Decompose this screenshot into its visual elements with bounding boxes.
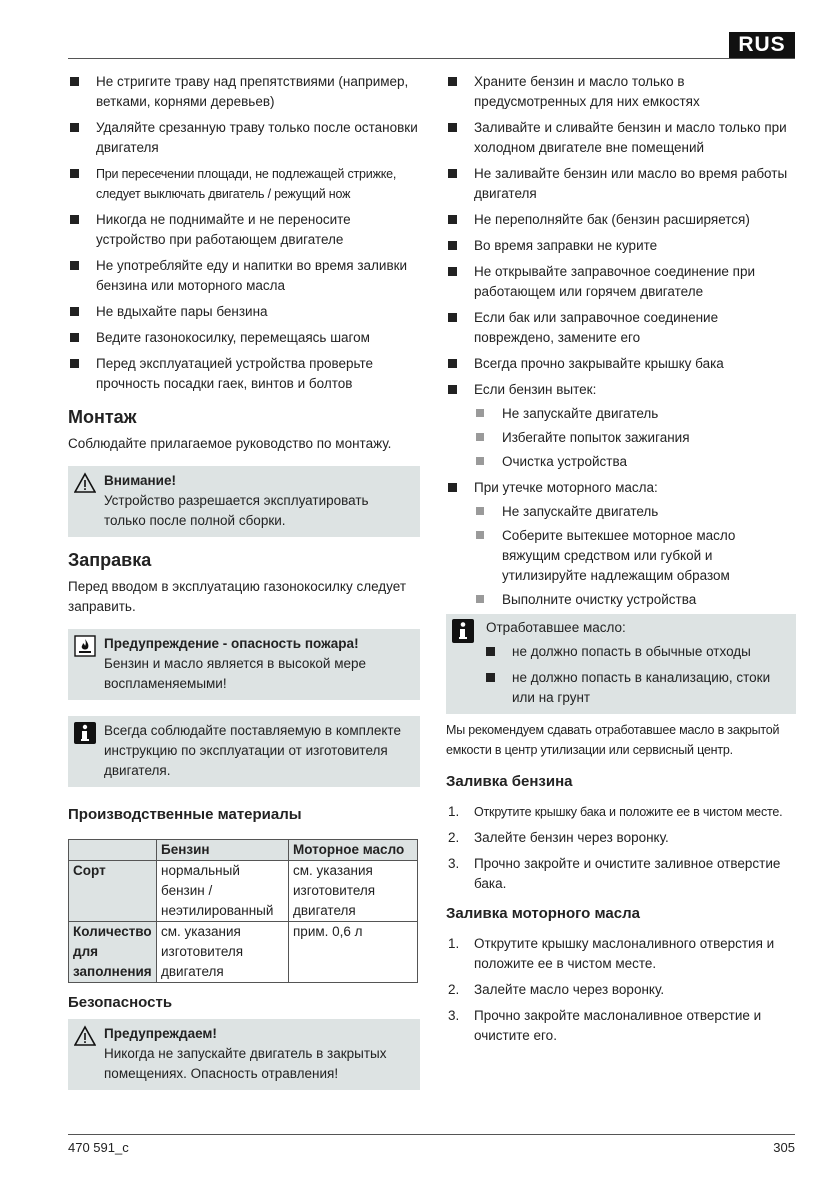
list-item: Храните бензин и масло только в предусмотренных для них емкостях bbox=[446, 72, 796, 112]
table-row bbox=[69, 861, 418, 922]
engine-info-text: Всегда соблюдайте поставляемую в комплекте инструкцию по эксплуатации от изготовителя двигателя. bbox=[104, 723, 401, 778]
list-item: 3. Прочно закройте и очистите заливное отверстие бака. bbox=[448, 856, 781, 891]
warning-text: Устройство разрешается эксплуатировать только после полной сборки. bbox=[104, 493, 369, 528]
petrol-leak-sublist bbox=[474, 404, 796, 472]
table-cell: нормальный бензин / неэтилированный bbox=[157, 861, 289, 922]
list-item: Всегда прочно закрывайте крышку бака bbox=[446, 354, 796, 374]
waste-oil-list bbox=[454, 642, 788, 708]
sub-list-item: Не запускайте двигатель bbox=[474, 502, 796, 522]
waste-oil-note: Мы рекомендуем сдавать отработавшее масло в закрытой емкости в центр утилизации или сервисный центр. bbox=[446, 723, 780, 757]
list-item: Если бак или заправочное соединение повреждено, замените его bbox=[446, 308, 796, 348]
section-title-petrol-fill: Заливка бензина bbox=[446, 773, 573, 790]
list-item: 3. Прочно закройте маслоналивное отверстие и очистите его. bbox=[448, 1008, 762, 1043]
sub-list-item: Не запускайте двигатель bbox=[474, 404, 796, 424]
safety-bullet-list bbox=[68, 72, 420, 394]
fire-warning-box bbox=[68, 629, 420, 700]
fire-hazard-icon bbox=[74, 635, 96, 657]
table-cell: прим. 0,6 л bbox=[289, 922, 418, 983]
list-item: Не вдыхайте пары бензина bbox=[68, 302, 420, 322]
safety-warning-text: Никогда не запускайте двигатель в закрытых помещениях. Опасность отравления! bbox=[104, 1046, 387, 1081]
list-item: Удаляйте срезанную траву только после остановки двигателя bbox=[68, 118, 420, 158]
table-header-cell: Моторное масло bbox=[289, 840, 418, 861]
list-item: Не заливайте бензин или масло во время работы двигателя bbox=[446, 164, 796, 204]
sub-list-item: Очистка устройства bbox=[474, 452, 796, 472]
table-header-cell: Бензин bbox=[157, 840, 289, 861]
petrol-leak-label: Если бензин вытек: bbox=[474, 382, 597, 397]
step-text: Залейте бензин через воронку. bbox=[474, 830, 669, 845]
list-item: 1. Открутите крышку маслоналивного отверстия и положите ее в чистом месте. bbox=[448, 936, 775, 971]
list-item bbox=[446, 478, 796, 610]
fuel-handling-bullet-list bbox=[446, 72, 796, 610]
petrol-fill-steps bbox=[446, 802, 796, 894]
left-column bbox=[68, 72, 420, 1100]
list-item: Не употребляйте еду и напитки во время заливки бензина или моторного масла bbox=[68, 256, 420, 296]
right-column bbox=[446, 72, 796, 1052]
list-item: Ведите газонокосилку, перемещаясь шагом bbox=[68, 328, 420, 348]
table-row bbox=[69, 922, 418, 983]
footer-divider bbox=[68, 1134, 795, 1135]
oil-leak-label: При утечке моторного масла: bbox=[474, 480, 658, 495]
safety-warning-box bbox=[68, 1019, 420, 1090]
page-number: 305 bbox=[773, 1140, 795, 1155]
header-divider bbox=[68, 58, 795, 59]
step-text: Прочно закройте и очистите заливное отверстие бака. bbox=[474, 856, 781, 891]
step-text: Открутите крышку маслоналивного отверстия и положите ее в чистом месте. bbox=[474, 936, 775, 971]
info-icon bbox=[74, 722, 96, 744]
materials-table bbox=[68, 839, 418, 983]
safety-warning-title: Предупреждаем! bbox=[104, 1026, 217, 1041]
engine-info-box bbox=[68, 716, 420, 787]
list-item: Никогда не поднимайте и не переносите устройство при работающем двигателе bbox=[68, 210, 420, 250]
list-item: При пересечении площади, не подлежащей стрижке, следует выключать двигатель / режущий нож bbox=[68, 164, 420, 204]
warning-title: Внимание! bbox=[104, 473, 176, 488]
section-title-materials: Производственные материалы bbox=[68, 806, 302, 823]
section-title-fueling: Заправка bbox=[68, 550, 152, 570]
sub-list-item: Выполните очистку устройства bbox=[474, 590, 796, 610]
fire-warning-title: Предупреждение - опасность пожара! bbox=[104, 636, 359, 651]
oil-leak-sublist bbox=[474, 502, 796, 610]
fueling-text: Перед вводом в эксплуатацию газонокосилку следует заправить. bbox=[68, 579, 407, 614]
montage-text: Соблюдайте прилагаемое руководство по монтажу. bbox=[68, 436, 392, 451]
step-text: Открутите крышку бака и положите ее в чистом месте. bbox=[474, 805, 783, 819]
list-item: 1. Открутите крышку бака и положите ее в чистом месте. bbox=[448, 804, 783, 819]
montage-warning-box bbox=[68, 466, 420, 537]
section-title-oil-fill: Заливка моторного масла bbox=[446, 905, 640, 922]
list-item: Заливайте и сливайте бензин и масло только при холодном двигателе вне помещений bbox=[446, 118, 796, 158]
table-cell: см. указания изготовителя двигателя bbox=[157, 922, 289, 983]
list-item: 2. Залейте масло через воронку. bbox=[448, 982, 665, 997]
step-text: Залейте масло через воронку. bbox=[474, 982, 665, 997]
table-header-cell bbox=[69, 840, 157, 861]
step-text: Прочно закройте маслоналивное отверстие и очистите его. bbox=[474, 1008, 762, 1043]
list-item: Не открывайте заправочное соединение при работающем или горячем двигателе bbox=[446, 262, 796, 302]
list-item: Во время заправки не курите bbox=[446, 236, 796, 256]
section-title-safety: Безопасность bbox=[68, 994, 173, 1011]
info-icon bbox=[452, 619, 474, 643]
list-item: Не стригите траву над препятствиями (например, ветками, корнями деревьев) bbox=[68, 72, 420, 112]
warning-triangle-icon bbox=[74, 472, 96, 494]
oil-fill-steps bbox=[446, 934, 796, 1046]
fire-warning-text: Бензин и масло является в высокой мере воспламеняемыми! bbox=[104, 656, 367, 691]
waste-oil-info-box bbox=[446, 614, 796, 714]
table-cell: см. указания изготовителя двигателя bbox=[289, 861, 418, 922]
sub-list-item: Соберите вытекшее моторное масло вяжущим средством или губкой и утилизируйте надлежащим образом bbox=[474, 526, 796, 586]
list-item: 2. Залейте бензин через воронку. bbox=[448, 830, 669, 845]
warning-triangle-icon bbox=[74, 1025, 96, 1047]
language-badge: RUS bbox=[729, 32, 795, 58]
sub-list-item: Избегайте попыток зажигания bbox=[474, 428, 796, 448]
waste-oil-title: Отработавшее масло: bbox=[486, 620, 626, 635]
table-cell: Сорт bbox=[69, 861, 157, 922]
list-item: не должно попасть в канализацию, стоки или на грунт bbox=[484, 668, 788, 708]
list-item bbox=[446, 380, 796, 472]
list-item: не должно попасть в обычные отходы bbox=[484, 642, 788, 662]
table-cell: Количество для заполнения bbox=[69, 922, 157, 983]
section-title-montage: Монтаж bbox=[68, 407, 137, 427]
list-item: Не переполняйте бак (бензин расширяется) bbox=[446, 210, 796, 230]
document-number: 470 591_c bbox=[68, 1140, 129, 1155]
list-item: Перед эксплуатацией устройства проверьте прочность посадки гаек, винтов и болтов bbox=[68, 354, 420, 394]
